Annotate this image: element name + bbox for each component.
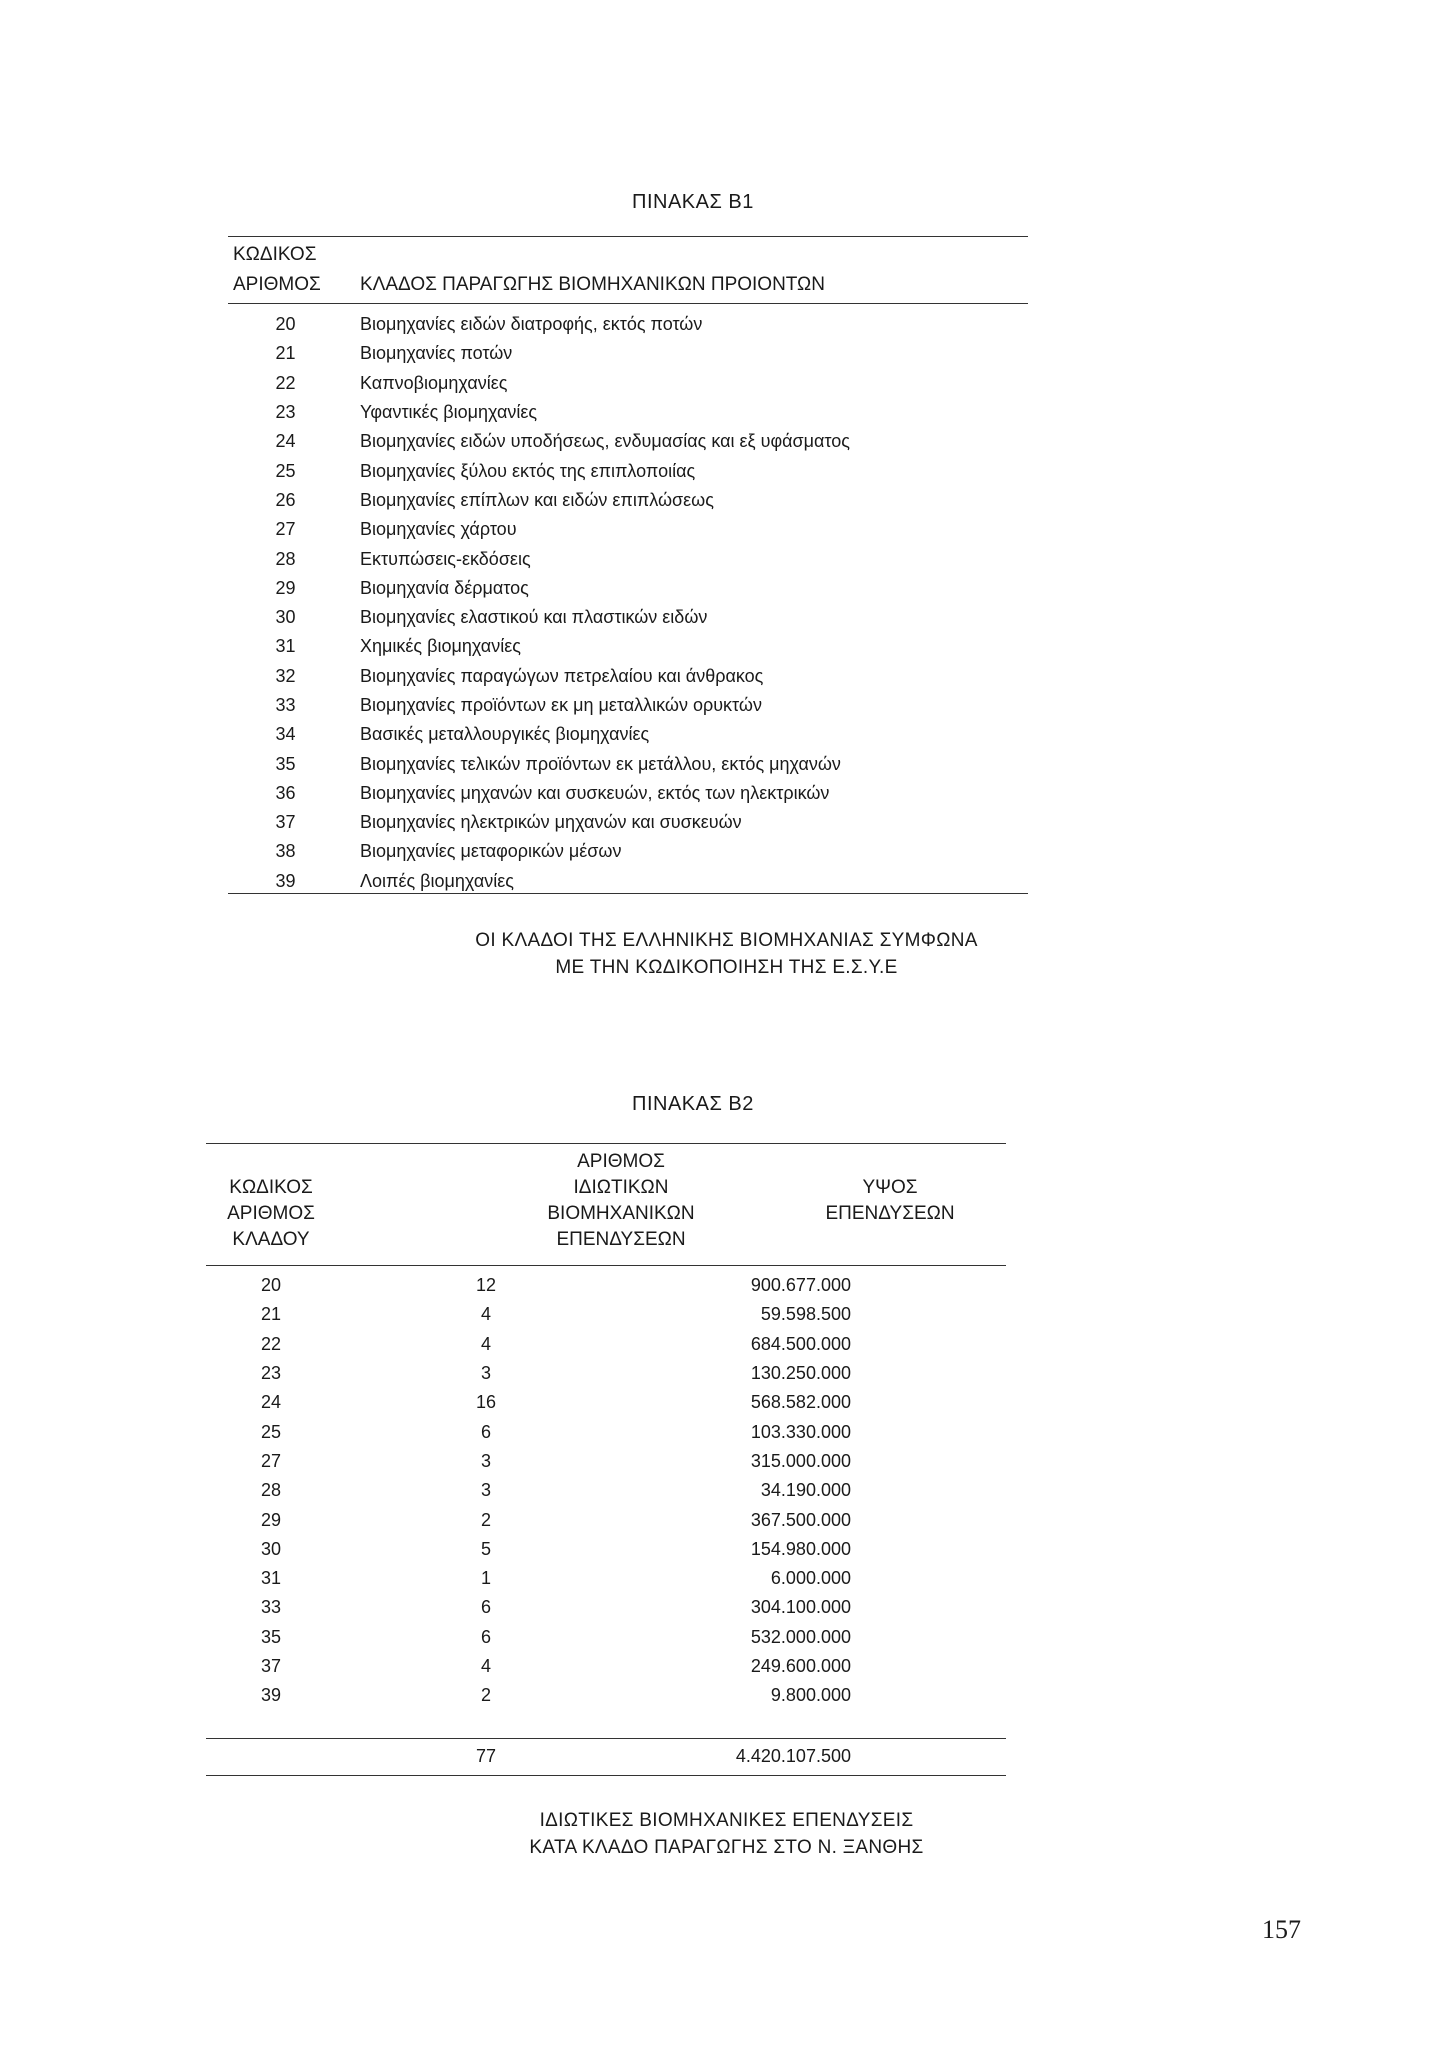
table-b1-branch-cell: Βιομηχανίες ξύλου εκτός της επιπλοποιίας [360,460,696,481]
table-b1-code-cell: 28 [275,548,296,569]
table-b2-amount-cell: 304.100.000 [750,1597,851,1618]
table-b1-bottom-rule [228,893,1028,894]
table-b2-amount-header-line2: ΕΠΕΝΔΥΣΕΩΝ [825,1203,955,1224]
table-b1-row [228,808,1028,837]
table-b1-row [228,486,1028,515]
table-b2-count-cell: 6 [480,1597,491,1618]
table-b1-branch-cell: Βιομηχανίες επίπλων και ειδών επιπλώσεως [360,489,714,510]
table-b2-body [206,1271,1006,1710]
table-b2-amount-cell: 103.330.000 [750,1421,851,1442]
table-b2-code-header [206,1175,336,1253]
table-b2-count-cell: 4 [480,1304,491,1325]
table-b2-count-header-line1: ΑΡΙΘΜΟΣ [577,1151,665,1172]
table-b2-amount-cell: 249.600.000 [750,1656,851,1676]
table-b1-code-cell: 32 [275,665,296,686]
table-b2-code-cell: 37 [260,1656,282,1676]
table-b1-top-rule [228,236,1028,237]
page-number: 157 [1262,1915,1301,1944]
table-b2-header-rule [206,1265,1006,1266]
table-b2-count-cell: 2 [480,1509,491,1530]
table-b1-body [228,310,1028,896]
table-b1-caption-line1: ΟΙ ΚΛΑΔΟΙ ΤΗΣ ΕΛΛΗΝΙΚΗΣ ΒΙΟΜΗΧΑΝΙΑΣ ΣΥΜΦΩΝΑ [475,930,978,951]
table-b1-branch-cell: Βιομηχανίες τελικών προϊόντων εκ μετάλλου, εκτός μηχανών [360,753,841,774]
table-b1-row [228,515,1028,544]
table-b1-code-cell: 21 [275,343,296,364]
table-b2-code-header-line2: ΑΡΙΘΜΟΣ [227,1203,315,1224]
table-b1-row [228,691,1028,720]
table-b2-top-rule [206,1143,1006,1144]
table-b1-code-cell: 33 [275,695,296,715]
table-b2-code-cell: 33 [260,1597,282,1618]
table-b1-row [228,427,1028,456]
table-b2-count-header-line3: ΒΙΟΜΗΧΑΝΙΚΩΝ [547,1203,695,1224]
table-b2-amount-cell: 9.800.000 [770,1685,851,1706]
table-b1-title: ΠΙΝΑΚΑΣ Β1 [632,191,754,213]
table-b2-count-cell: 6 [480,1421,491,1442]
table-b2-code-cell: 25 [260,1421,282,1442]
table-b2-amount-cell: 130.250.000 [750,1363,851,1384]
table-b1-row [228,369,1028,398]
table-b1-branch-cell: Υφαντικές βιομηχανίες [360,402,538,423]
table-b2-count-cell: 3 [480,1450,491,1471]
table-b2-code-cell: 30 [260,1538,282,1559]
table-b2-count-cell: 4 [480,1333,491,1354]
table-b2-amount-cell: 154.980.000 [750,1538,851,1559]
table-b1-branch-cell: Καπνοβιομηχανίες [360,372,508,393]
table-b1-branch-cell: Χημικές βιομηχανίες [360,636,521,657]
table-b1-branch-cell: Εκτυπώσεις-εκδόσεις [360,548,531,569]
table-b1-code-cell: 37 [275,812,296,833]
table-b2-count-header-line4: ΕΠΕΝΔΥΣΕΩΝ [556,1229,686,1250]
table-b2-total-count: 77 [475,1746,497,1766]
table-b1-caption [0,927,1453,981]
table-b1-row [228,837,1028,866]
table-b2-code-cell: 21 [260,1304,282,1325]
table-b1-code-cell: 35 [275,753,296,774]
table-b1-row [228,339,1028,368]
table-b1-code-cell: 25 [275,460,296,481]
table-b1-code-cell: 38 [275,841,296,862]
table-b1-branch-cell: Βιομηχανίες ελαστικού και πλαστικών ειδών [360,607,708,628]
table-b1-branch-cell: Βιομηχανίες μηχανών και συσκευών, εκτός των ηλεκτρικών [360,782,830,803]
table-b1-branch-header: ΚΛΑΔΟΣ ΠΑΡΑΓΩΓΗΣ ΒΙΟΜΗΧΑΝΙΚΩΝ ΠΡΟΙΟΝΤΩΝ [360,274,825,295]
table-b2-amount-cell: 900.677.000 [750,1275,851,1296]
table-b2-row [206,1359,1006,1388]
table-b2-count-cell: 16 [475,1392,497,1413]
table-b2-sum-rule [206,1738,1006,1739]
table-b1-branch-cell: Βιομηχανία δέρματος [360,577,529,598]
table-b2-count-cell: 4 [480,1656,491,1676]
table-b2-count-header-line2: ΙΔΙΩΤΙΚΩΝ [573,1177,669,1198]
table-b1-code-header-line1: ΚΩΔΙΚΟΣ [233,244,317,265]
table-b1-branch-cell: Βιομηχανίες ποτών [360,343,513,364]
table-b2-code-cell: 35 [260,1626,282,1647]
table-b2-row [206,1388,1006,1417]
table-b1-code-cell: 20 [275,314,296,335]
table-b2-row [206,1447,1006,1476]
table-b1-code-cell: 22 [275,372,296,393]
table-b1-code-cell: 24 [275,431,296,452]
table-b2-count-cell: 6 [480,1626,491,1647]
table-b1-code-cell: 39 [275,870,296,891]
table-b2-amount-cell: 59.598.500 [760,1304,851,1325]
table-b1-header-rule [228,303,1028,304]
table-b2-caption-line1: ΙΔΙΩΤΙΚΕΣ ΒΙΟΜΗΧΑΝΙΚΕΣ ΕΠΕΝΔΥΣΕΙΣ [539,1810,914,1831]
table-b1-branch-cell: Βιομηχανίες μεταφορικών μέσων [360,841,622,862]
table-b2-row [206,1535,1006,1564]
table-b2-count-cell: 1 [480,1568,491,1589]
table-b2-code-cell: 23 [260,1363,282,1384]
table-b1-code-cell: 34 [275,724,296,745]
table-b1-branch-cell: Βιομηχανίες προϊόντων εκ μη μεταλλικών ορυκτών [360,695,762,715]
table-b2-code-header-line1: ΚΩΔΙΚΟΣ [229,1177,313,1198]
table-b2-code-cell: 27 [260,1450,282,1471]
table-b2-row [206,1505,1006,1534]
table-b2-code-cell: 39 [260,1685,282,1706]
table-b2-row [206,1330,1006,1359]
table-b2-caption [0,1807,1453,1861]
table-b2-row [206,1623,1006,1652]
table-b2-code-cell: 31 [260,1568,282,1589]
table-b1-branch-cell: Βιομηχανίες χάρτου [360,519,517,540]
table-b2-row [206,1271,1006,1300]
table-b2-caption-line2: ΚΑΤΑ ΚΛΑΔΟ ΠΑΡΑΓΩΓΗΣ ΣΤΟ Ν. ΞΑΝΘΗΣ [529,1837,924,1858]
table-b2-count-cell: 2 [480,1685,491,1706]
table-b1-code-cell: 31 [275,636,296,657]
table-b1-code-cell: 29 [275,577,296,598]
table-b1-code-cell: 27 [275,519,296,540]
table-b1-row [228,310,1028,339]
table-b2-title: ΠΙΝΑΚΑΣ Β2 [632,1093,754,1115]
table-b2-row [206,1300,1006,1329]
table-b1-branch-cell: Βιομηχανίες ηλεκτρικών μηχανών και συσκευών [360,812,742,833]
table-b1-row [228,398,1028,427]
table-b2-count-cell: 5 [480,1538,491,1559]
table-b2-amount-cell: 568.582.000 [750,1392,851,1413]
table-b1-code-cell: 30 [275,607,296,628]
table-b1-row [228,749,1028,778]
table-b2-code-cell: 24 [260,1392,282,1413]
table-b2-count-cell: 3 [480,1363,491,1384]
table-b1-row [228,603,1028,632]
table-b1-branch-cell: Λοιπές βιομηχανίες [360,870,514,891]
table-b1-code-cell: 26 [275,489,296,510]
table-b2-code-cell: 20 [260,1275,282,1296]
table-b2-row [206,1476,1006,1505]
table-b2-code-cell: 29 [260,1509,282,1530]
table-b2-row [206,1652,1006,1681]
table-b2-amount-header [790,1175,990,1227]
table-b2-count-cell: 12 [475,1275,497,1296]
table-b2-amount-cell: 6.000.000 [770,1568,851,1589]
table-b2-count-header [486,1149,756,1253]
table-b1-row [228,544,1028,573]
table-b1-row [228,632,1028,661]
table-b2-count-cell: 3 [480,1480,491,1501]
table-b1-branch-cell: Βασικές μεταλλουργικές βιομηχανίες [360,724,650,745]
table-b1-row [228,779,1028,808]
table-b2-amount-cell: 315.000.000 [750,1450,851,1471]
table-b2-amount-header-line1: ΥΨΟΣ [862,1177,918,1198]
table-b2-amount-cell: 532.000.000 [750,1626,851,1647]
table-b2-code-header-line3: ΚΛΑΔΟΥ [232,1229,310,1250]
table-b2-bottom-rule [206,1775,1006,1776]
table-b1-row [228,867,1028,896]
table-b2-total-row [206,1742,1006,1771]
table-b2-amount-cell: 367.500.000 [750,1509,851,1530]
table-b1-row [228,662,1028,691]
table-b1-code-header-line2: ΑΡΙΘΜΟΣ [233,274,321,295]
table-b1-branch-cell: Βιομηχανίες ειδών υποδήσεως, ενδυμασίας και εξ υφάσματος [360,431,850,452]
table-b1-code-cell: 36 [275,782,296,803]
table-b1-code-cell: 23 [275,402,296,423]
table-b2-total-amount: 4.420.107.500 [735,1746,851,1766]
table-b2-code-cell: 28 [260,1480,282,1501]
table-b2-row [206,1417,1006,1446]
table-b1-row [228,720,1028,749]
table-b1-row [228,574,1028,603]
table-b1-branch-cell: Βιομηχανίες παραγώγων πετρελαίου και άνθρακος [360,665,764,686]
table-b2-amount-cell: 684.500.000 [750,1333,851,1354]
table-b1-caption-line2: ΜΕ ΤΗΝ ΚΩΔΙΚΟΠΟΙΗΣΗ ΤΗΣ Ε.Σ.Υ.Ε [555,957,898,978]
table-b2-row [206,1564,1006,1593]
table-b2-row [206,1593,1006,1622]
table-b2-row [206,1681,1006,1710]
table-b2-amount-cell: 34.190.000 [760,1480,851,1501]
table-b1-branch-cell: Βιομηχανίες ειδών διατροφής, εκτός ποτών [360,314,703,335]
table-b2-code-cell: 22 [260,1333,282,1354]
table-b1-row [228,456,1028,485]
